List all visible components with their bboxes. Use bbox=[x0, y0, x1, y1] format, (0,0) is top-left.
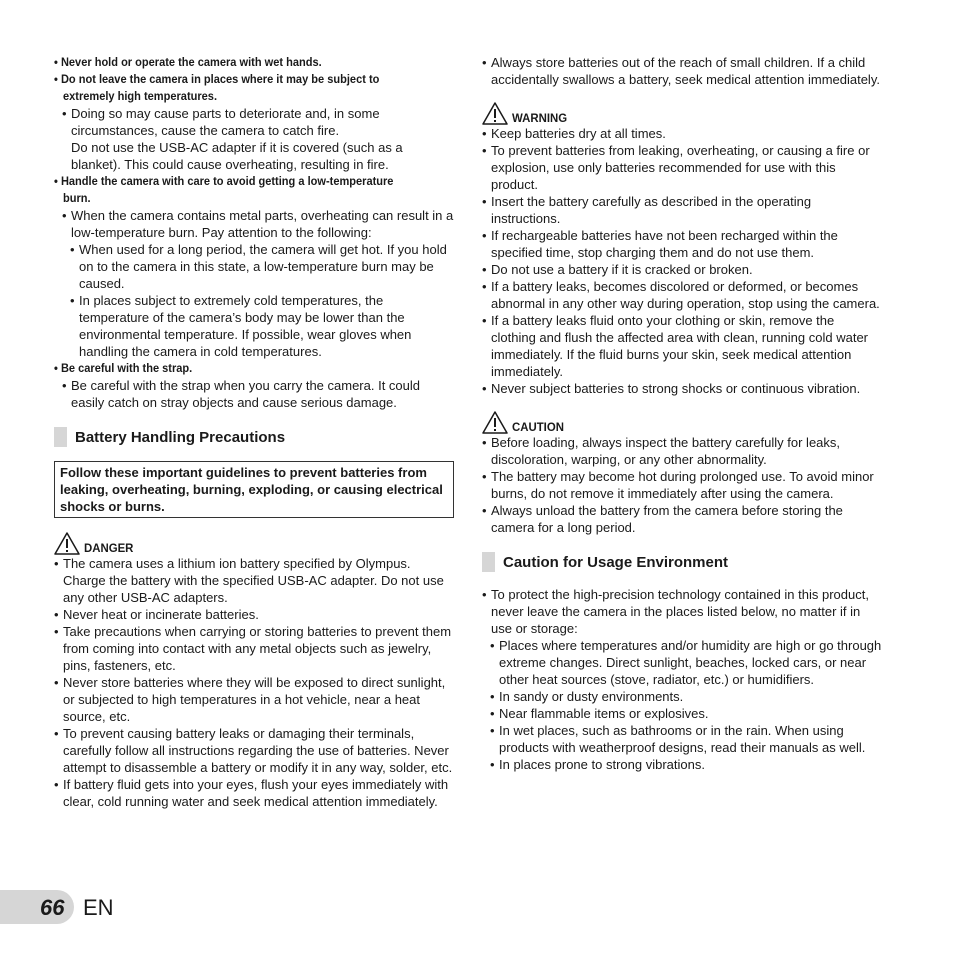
warning-title: WARNING bbox=[512, 111, 568, 125]
warning-triangle-icon bbox=[482, 411, 508, 434]
warning-triangle-icon bbox=[482, 102, 508, 125]
list-item: • To prevent causing battery leaks or damaging their terminals, carefully follow all instructions regarding the use of batteries. Never attempt to disassemble a battery or modify it in any way, solder, etc. bbox=[54, 725, 454, 776]
list-item: • Places where temperatures and/or humidity are high or go through extreme changes. Direct sunlight, beaches, locked cars, or near other heat sources (stove, radiator, etc.) or humidifiers. bbox=[490, 637, 882, 688]
rule-low-temp-burn-cont: burn. bbox=[63, 191, 91, 205]
section-battery-handling bbox=[54, 427, 454, 447]
cold-temp-detail: • In places subject to extremely cold temperatures, the temperature of the camera’s body may be lower than the environmental temperature. If possible, wear gloves when handling the camera in cold temperatures. bbox=[70, 292, 454, 360]
list-item: • Always unload the battery from the camera before storing the camera for a long period. bbox=[482, 502, 882, 536]
list-item: • In sandy or dusty environments. bbox=[490, 688, 882, 705]
danger-list bbox=[54, 555, 454, 810]
language-code: EN bbox=[83, 895, 114, 920]
env-intro: • To protect the high-precision technology contained in this product, never leave the camera in the places listed below, no matter if in use or storage: bbox=[482, 586, 882, 637]
section-title: Battery Handling Precautions bbox=[75, 428, 286, 446]
list-item: • Take precautions when carrying or storing batteries to prevent them from coming into contact with any metal objects such as jewelry, pins, fasteners, etc. bbox=[54, 623, 454, 674]
children-detail: • Always store batteries out of the reach of small children. If a child accidentally swallows a battery, seek medical attention immediately. bbox=[482, 54, 882, 88]
list-item: • Near flammable items or explosives. bbox=[490, 705, 882, 722]
section-usage-environment bbox=[482, 552, 882, 572]
warning-label bbox=[482, 102, 882, 125]
adapter-detail: Do not use the USB-AC adapter if it is covered (such as a blanket). This could cause overheating, resulting in fire. bbox=[71, 140, 403, 172]
list-item: • Never subject batteries to strong shocks or continuous vibration. bbox=[482, 380, 882, 397]
rule-wet-hands: • Never hold or operate the camera with wet hands. bbox=[54, 55, 322, 69]
list-item: • If a battery leaks, becomes discolored or deformed, or becomes abnormal in any other way during operation, stop using the camera. bbox=[482, 278, 882, 312]
danger-label bbox=[54, 532, 454, 555]
rule-high-temp-cont: extremely high temperatures. bbox=[63, 89, 218, 103]
section-marker bbox=[482, 552, 495, 572]
list-item: • If battery fluid gets into your eyes, flush your eyes immediately with clear, cold running water and seek medical attention immediately. bbox=[54, 776, 454, 810]
metal-parts-detail: • When the camera contains metal parts, overheating can result in a low-temperature burn. Pay attention to the following: bbox=[62, 207, 454, 241]
danger-title: DANGER bbox=[84, 541, 134, 555]
list-item: • Never store batteries where they will be exposed to direct sunlight, or subjected to high temperatures in a hot vehicle, near a heat source, etc. bbox=[54, 674, 454, 725]
list-item: • The battery may become hot during prolonged use. To avoid minor burns, do not remove it immediately after using the camera. bbox=[482, 468, 882, 502]
list-item: • Keep batteries dry at all times. bbox=[482, 125, 882, 142]
caution-label bbox=[482, 411, 882, 434]
section-title: Caution for Usage Environment bbox=[503, 553, 729, 571]
section-marker bbox=[54, 427, 67, 447]
rule-high-temp: • Do not leave the camera in places where it may be subject to bbox=[54, 72, 380, 86]
list-item: • Do not use a battery if it is cracked or broken. bbox=[482, 261, 882, 278]
list-item: • If rechargeable batteries have not been recharged within the specified time, stop charging them and do not use them. bbox=[482, 227, 882, 261]
warning-triangle-icon bbox=[54, 532, 80, 555]
page-number: 66 bbox=[40, 895, 65, 920]
right-column bbox=[482, 54, 882, 773]
env-list bbox=[482, 637, 882, 773]
strap-detail: • Be careful with the strap when you carry the camera. It could easily catch on stray objects and cause serious damage. bbox=[62, 377, 454, 411]
list-item: • To prevent batteries from leaking, overheating, or causing a fire or explosion, use only batteries recommended for use with this product. bbox=[482, 142, 882, 193]
list-item: • The camera uses a lithium ion battery specified by Olympus. Charge the battery with the specified USB-AC adapter. Do not use any other USB-AC adapters. bbox=[54, 555, 454, 606]
list-item: • In places prone to strong vibrations. bbox=[490, 756, 882, 773]
rule-low-temp-burn: • Handle the camera with care to avoid getting a low-temperature bbox=[54, 174, 394, 188]
list-item: • In wet places, such as bathrooms or in the rain. When using products with weatherproof designs, read their manuals as well. bbox=[490, 722, 882, 756]
list-item: • Never heat or incinerate batteries. bbox=[54, 606, 454, 623]
list-item: • If a battery leaks fluid onto your clothing or skin, remove the clothing and flush the affected area with clean, running cold water immediately. If the fluid burns your skin, seek medical attention immediately. bbox=[482, 312, 882, 380]
left-column bbox=[54, 54, 454, 810]
guideline-box: Follow these important guidelines to prevent batteries from leaking, overheating, burning, exploding, or causing electrical shocks or burns. bbox=[54, 461, 454, 518]
rule-strap: • Be careful with the strap. bbox=[54, 361, 193, 375]
high-temp-detail: • Doing so may cause parts to deteriorate and, in some circumstances, cause the camera to catch fire. bbox=[62, 105, 454, 139]
list-item: • Insert the battery carefully as described in the operating instructions. bbox=[482, 193, 882, 227]
long-period-detail: • When used for a long period, the camera will get hot. If you hold on to the camera in this state, a low-temperature burn may be caused. bbox=[70, 241, 454, 292]
warning-list bbox=[482, 125, 882, 397]
caution-title: CAUTION bbox=[512, 420, 564, 434]
list-item: • Before loading, always inspect the battery carefully for leaks, discoloration, warping, or any other abnormality. bbox=[482, 434, 882, 468]
caution-list bbox=[482, 434, 882, 536]
